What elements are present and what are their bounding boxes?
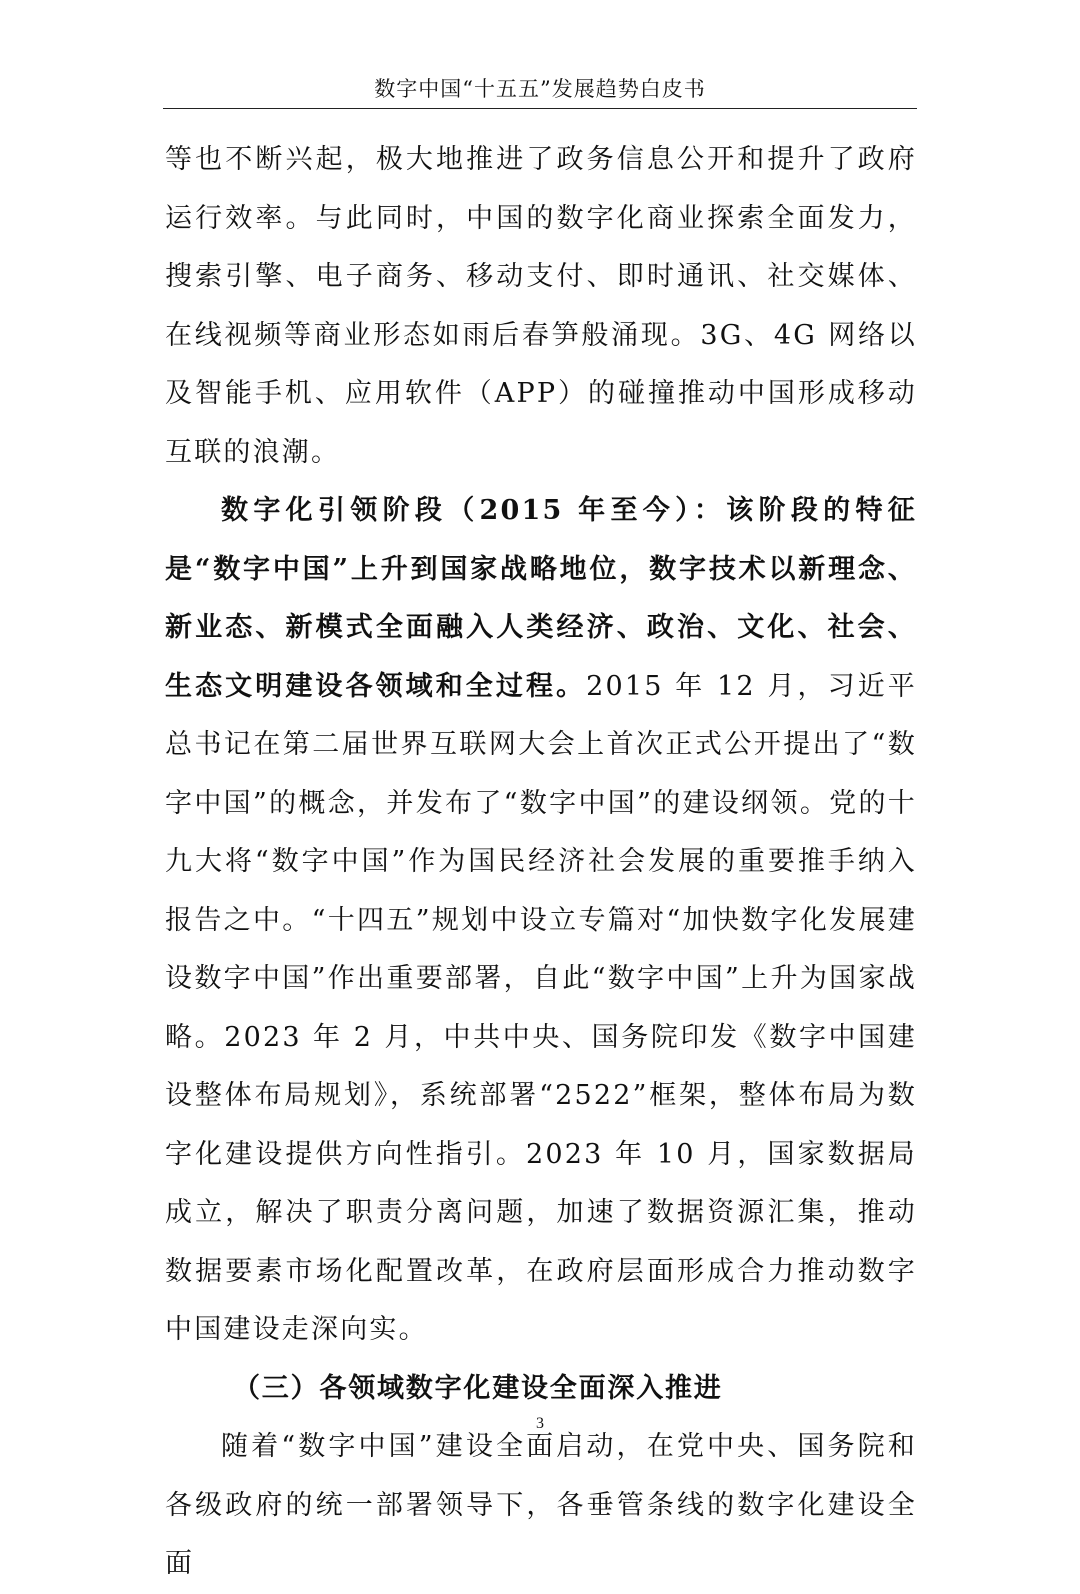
paragraph-body: 2015 年 12 月，习近平总书记在第二届世界互联网大会上首次正式公开提出了“数字中国”的概念，并发布了“数字中国”的建设纲领。党的十九大将“数字中国”作为国民经济社会发展的重要推手纳入报告之中。“十四五”规划中设立专篇对“加快数字化发展建设数字中国”作出重要部署，自此“数字中国”上升为国家战略。2023 年 2 月，中共中央、国务院印发《数字中国建设整体布局规划》，系统部署“2522”框架，整体布局为数字化建设提供方向性指引。2023 年 10 月，国家数据局成立，解决了职责分离问题，加速了数据资源汇集，推动数据要素市场化配置改革，在政府层面形成合力推动数字中国建设走深向实。 (165, 670, 917, 1345)
header-divider (163, 108, 917, 109)
page-number: 3 (536, 1415, 544, 1432)
running-header: 数字中国“十五五”发展趋势白皮书 (374, 77, 706, 101)
paragraph-section-intro: 随着“数字中国”建设全面启动，在党中央、国务院和各级政府的统一部署领导下，各垂管条线的数字化建设全面 (165, 1431, 917, 1579)
paragraph-continued: 等也不断兴起，极大地推进了政务信息公开和提升了政府运行效率。与此同时，中国的数字化商业探索全面发力，搜索引擎、电子商务、移动支付、即时通讯、社交媒体、在线视频等商业形态如雨后春笋般涌现。3G、4G 网络以及智能手机、应用软件（APP）的碰撞推动中国形成移动互联的浪潮。 (165, 144, 917, 468)
paragraph-digital-leading-stage (165, 482, 917, 1360)
document-body (165, 131, 917, 1594)
section-heading: （三）各领域数字化建设全面深入推进 (233, 1372, 723, 1404)
paragraph-bold-lead: 数字化引领阶段（2015 年至今）：该阶段的特征是“数字中国”上升到国家战略地位，数字技术以新理念、新业态、新模式全面融入人类经济、政治、文化、社会、生态文明建设各领域和全过程。 (165, 495, 917, 702)
